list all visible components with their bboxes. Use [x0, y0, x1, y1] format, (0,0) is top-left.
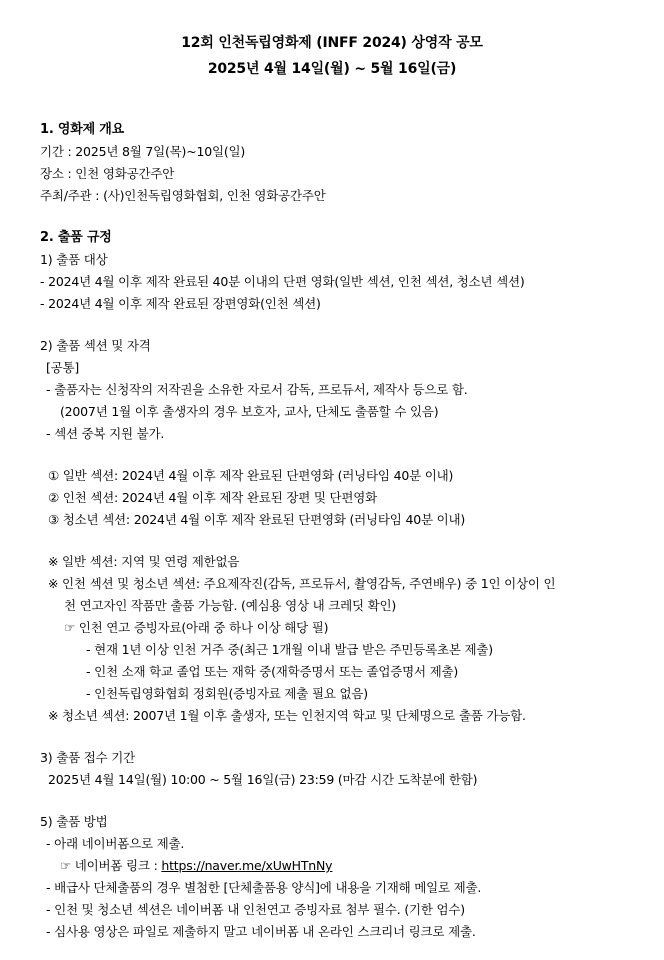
form-link-label: ☞ 네이버폼 링크 :: [60, 858, 162, 873]
common-rule-note: (2007년 1월 이후 출생자의 경우 보호자, 교사, 단체도 출품할 수 있음): [60, 404, 439, 419]
method-item: - 아래 네이버폼으로 제출.: [46, 836, 185, 851]
eligibility-item: - 2024년 4월 이후 제작 완료된 장편영화(인천 섹션): [40, 296, 321, 311]
festival-venue: 장소 : 인천 영화공간주안: [40, 166, 175, 181]
naver-form-link[interactable]: https://naver.me/xUwHTnNy: [161, 858, 333, 873]
form-link-line: [60, 858, 332, 874]
method-item: - 인천 및 청소년 섹션은 네이버폼 내 인천연고 증빙자료 첨부 필수. (기한 엄수): [46, 902, 465, 917]
submission-period: 2025년 4월 14일(월) 10:00 ~ 5월 16일(금) 23:59 (마감 시간 도착분에 한함): [48, 772, 478, 787]
festival-host: 주최/주관 : (사)인천독립영화협회, 인천 영화공간주안: [40, 188, 326, 203]
note: ※ 일반 섹션: 지역 및 연령 제한없음: [48, 554, 240, 569]
section-item-general: ① 일반 섹션: 2024년 4월 이후 제작 완료된 단편영화 (러닝타임 40분 이내): [48, 468, 454, 483]
section-2-heading: 2. 출품 규정: [40, 230, 112, 245]
common-rule: - 출품자는 신청작의 저작권을 소유한 자로서 감독, 프로듀서, 제작사 등으로 함.: [46, 382, 468, 397]
document-subtitle-dates: 2025년 4월 14일(월) ~ 5월 16일(금): [207, 61, 457, 77]
proof-item: - 인천 소재 학교 졸업 또는 재학 중(재학증명서 또는 졸업증명서 제출): [86, 664, 459, 679]
eligibility-heading: 1) 출품 대상: [40, 252, 108, 267]
proof-item: - 인천독립영화협회 정회원(증빙자료 제출 필요 없음): [86, 686, 368, 701]
submission-method-heading: 5) 출품 방법: [40, 814, 108, 829]
section-item-incheon: ② 인천 섹션: 2024년 4월 이후 제작 완료된 장편 및 단편영화: [48, 490, 378, 505]
method-item: - 배급사 단체출품의 경우 별첨한 [단체출품용 양식]에 내용을 기재해 메일로 제출.: [46, 880, 482, 895]
common-label: [공통]: [46, 360, 80, 375]
method-item: - 심사용 영상은 파일로 제출하지 말고 네이버폼 내 온라인 스크리너 링크로 제출.: [46, 924, 476, 939]
sections-heading: 2) 출품 섹션 및 자격: [40, 338, 151, 353]
note: ※ 청소년 섹션: 2007년 1월 이후 출생자, 또는 인천지역 학교 및 단체명으로 출품 가능함.: [48, 708, 526, 723]
section-item-youth: ③ 청소년 섹션: 2024년 4월 이후 제작 완료된 단편영화 (러닝타임 40분 이내): [48, 512, 466, 527]
eligibility-item: - 2024년 4월 이후 제작 완료된 40분 이내의 단편 영화(일반 섹션, 인천 섹션, 청소년 섹션): [40, 274, 525, 289]
note-continued: 천 연고자인 작품만 출품 가능함. (예심용 영상 내 크레딧 확인): [64, 598, 397, 613]
common-rule: - 섹션 중복 지원 불가.: [46, 426, 165, 441]
proof-heading: ☞ 인천 연고 증빙자료(아래 중 하나 이상 해당 필): [64, 620, 329, 635]
proof-item: - 현재 1년 이상 인천 거주 중(최근 1개월 이내 발급 받은 주민등록초본 제출): [86, 642, 493, 657]
document-title: 12회 인천독립영화제 (INFF 2024) 상영작 공모: [181, 35, 483, 51]
section-1-heading: 1. 영화제 개요: [40, 122, 125, 137]
festival-period: 기간 : 2025년 8월 7일(목)~10일(일): [40, 144, 246, 159]
submission-period-heading: 3) 출품 접수 기간: [40, 750, 136, 765]
note: ※ 인천 섹션 및 청소년 섹션: 주요제작진(감독, 프로듀서, 촬영감독, 주연배우) 중 1인 이상이 인: [48, 576, 556, 591]
